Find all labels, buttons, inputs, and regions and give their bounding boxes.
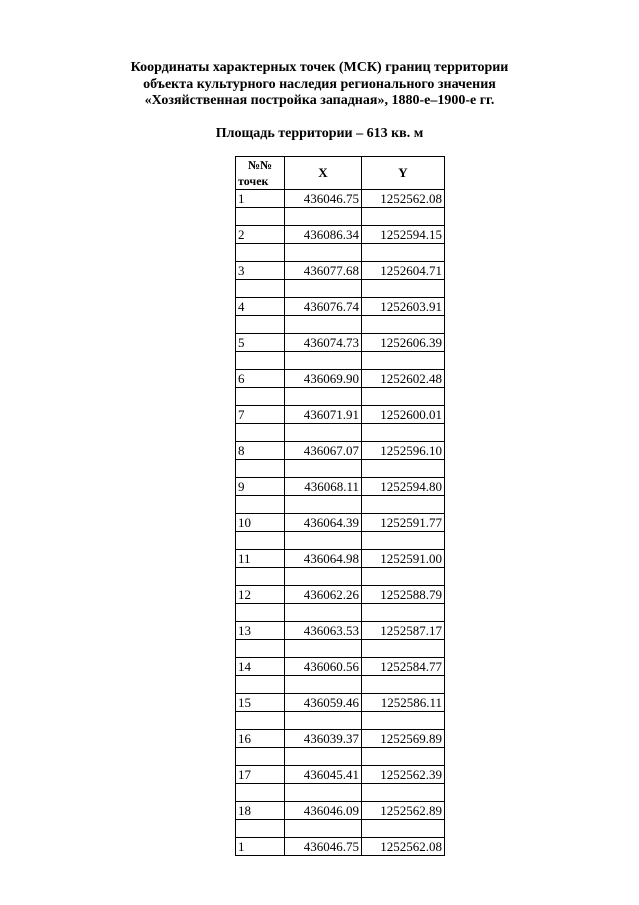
cell-point-number: 1 bbox=[236, 190, 285, 208]
table-row bbox=[236, 802, 445, 820]
table-spacer-row bbox=[236, 280, 445, 298]
table-spacer-row bbox=[236, 532, 445, 550]
empty-cell bbox=[236, 280, 285, 298]
cell-x: 436077.68 bbox=[285, 262, 362, 280]
cell-point-number: 2 bbox=[236, 226, 285, 244]
cell-point-number: 10 bbox=[236, 514, 285, 532]
table-row bbox=[236, 262, 445, 280]
table-spacer-row bbox=[236, 748, 445, 766]
empty-cell bbox=[362, 424, 445, 442]
header-x: X bbox=[285, 157, 362, 190]
cell-y: 1252591.77 bbox=[362, 514, 445, 532]
table-row bbox=[236, 586, 445, 604]
document-title bbox=[0, 60, 639, 110]
cell-x: 436063.53 bbox=[285, 622, 362, 640]
table-spacer-row bbox=[236, 820, 445, 838]
empty-cell bbox=[236, 460, 285, 478]
cell-x: 436067.07 bbox=[285, 442, 362, 460]
empty-cell bbox=[285, 568, 362, 586]
coordinates-table bbox=[235, 156, 445, 856]
table-row bbox=[236, 766, 445, 784]
empty-cell bbox=[285, 820, 362, 838]
empty-cell bbox=[285, 748, 362, 766]
cell-point-number: 5 bbox=[236, 334, 285, 352]
table-spacer-row bbox=[236, 676, 445, 694]
cell-point-number: 11 bbox=[236, 550, 285, 568]
cell-y: 1252562.08 bbox=[362, 190, 445, 208]
empty-cell bbox=[236, 424, 285, 442]
cell-x: 436059.46 bbox=[285, 694, 362, 712]
empty-cell bbox=[362, 784, 445, 802]
table-row bbox=[236, 622, 445, 640]
cell-point-number: 8 bbox=[236, 442, 285, 460]
table-spacer-row bbox=[236, 460, 445, 478]
table-row bbox=[236, 550, 445, 568]
cell-x: 436076.74 bbox=[285, 298, 362, 316]
cell-x: 436086.34 bbox=[285, 226, 362, 244]
cell-x: 436064.98 bbox=[285, 550, 362, 568]
empty-cell bbox=[362, 460, 445, 478]
cell-y: 1252569.89 bbox=[362, 730, 445, 748]
cell-point-number: 14 bbox=[236, 658, 285, 676]
empty-cell bbox=[362, 532, 445, 550]
cell-x: 436060.56 bbox=[285, 658, 362, 676]
title-line-3: «Хозяйственная постройка западная», 1880-е–1900-е гг. bbox=[144, 93, 495, 108]
cell-y: 1252584.77 bbox=[362, 658, 445, 676]
table-body bbox=[236, 190, 445, 856]
table-spacer-row bbox=[236, 208, 445, 226]
empty-cell bbox=[362, 604, 445, 622]
header-point-number-line-2: точек bbox=[238, 174, 269, 188]
cell-point-number: 6 bbox=[236, 370, 285, 388]
table-row bbox=[236, 694, 445, 712]
empty-cell bbox=[285, 532, 362, 550]
table-row bbox=[236, 298, 445, 316]
table-row bbox=[236, 370, 445, 388]
table-spacer-row bbox=[236, 496, 445, 514]
empty-cell bbox=[362, 496, 445, 514]
table-row bbox=[236, 442, 445, 460]
cell-x: 436071.91 bbox=[285, 406, 362, 424]
table-spacer-row bbox=[236, 388, 445, 406]
table-row bbox=[236, 226, 445, 244]
empty-cell bbox=[285, 712, 362, 730]
empty-cell bbox=[285, 208, 362, 226]
table-row bbox=[236, 478, 445, 496]
title-line-1: Координаты характерных точек (МСК) границ территории bbox=[130, 60, 509, 75]
cell-x: 436074.73 bbox=[285, 334, 362, 352]
empty-cell bbox=[285, 280, 362, 298]
cell-x: 436045.41 bbox=[285, 766, 362, 784]
empty-cell bbox=[236, 784, 285, 802]
cell-point-number: 3 bbox=[236, 262, 285, 280]
table-row bbox=[236, 190, 445, 208]
cell-point-number: 18 bbox=[236, 802, 285, 820]
table-spacer-row bbox=[236, 784, 445, 802]
empty-cell bbox=[285, 460, 362, 478]
empty-cell bbox=[236, 496, 285, 514]
cell-y: 1252562.89 bbox=[362, 802, 445, 820]
cell-y: 1252587.17 bbox=[362, 622, 445, 640]
cell-y: 1252596.10 bbox=[362, 442, 445, 460]
cell-point-number: 12 bbox=[236, 586, 285, 604]
cell-y: 1252604.71 bbox=[362, 262, 445, 280]
cell-point-number: 16 bbox=[236, 730, 285, 748]
table-row bbox=[236, 334, 445, 352]
cell-y: 1252600.01 bbox=[362, 406, 445, 424]
title-line-2: объекта культурного наследия регионального значения bbox=[143, 76, 496, 92]
empty-cell bbox=[236, 244, 285, 262]
cell-x: 436046.75 bbox=[285, 190, 362, 208]
empty-cell bbox=[285, 496, 362, 514]
table-spacer-row bbox=[236, 568, 445, 586]
table-row bbox=[236, 658, 445, 676]
table-row bbox=[236, 838, 445, 856]
table-header-row bbox=[236, 157, 445, 190]
empty-cell bbox=[236, 748, 285, 766]
cell-y: 1252602.48 bbox=[362, 370, 445, 388]
cell-point-number: 17 bbox=[236, 766, 285, 784]
cell-point-number: 13 bbox=[236, 622, 285, 640]
empty-cell bbox=[362, 388, 445, 406]
cell-y: 1252594.80 bbox=[362, 478, 445, 496]
cell-y: 1252562.08 bbox=[362, 838, 445, 856]
empty-cell bbox=[285, 244, 362, 262]
header-point-number-line-1: №№ bbox=[247, 158, 273, 172]
table-spacer-row bbox=[236, 604, 445, 622]
cell-y: 1252606.39 bbox=[362, 334, 445, 352]
empty-cell bbox=[362, 280, 445, 298]
empty-cell bbox=[236, 568, 285, 586]
cell-y: 1252562.39 bbox=[362, 766, 445, 784]
empty-cell bbox=[362, 712, 445, 730]
empty-cell bbox=[236, 316, 285, 334]
cell-x: 436064.39 bbox=[285, 514, 362, 532]
cell-point-number: 4 bbox=[236, 298, 285, 316]
table-row bbox=[236, 406, 445, 424]
empty-cell bbox=[362, 352, 445, 370]
area-statement: Площадь территории – 613 кв. м bbox=[215, 126, 424, 141]
empty-cell bbox=[236, 712, 285, 730]
cell-x: 436069.90 bbox=[285, 370, 362, 388]
table-spacer-row bbox=[236, 712, 445, 730]
empty-cell bbox=[285, 424, 362, 442]
empty-cell bbox=[285, 640, 362, 658]
cell-x: 436068.11 bbox=[285, 478, 362, 496]
empty-cell bbox=[236, 640, 285, 658]
cell-x: 436046.09 bbox=[285, 802, 362, 820]
empty-cell bbox=[236, 604, 285, 622]
table-spacer-row bbox=[236, 244, 445, 262]
cell-point-number: 9 bbox=[236, 478, 285, 496]
empty-cell bbox=[362, 640, 445, 658]
table-row bbox=[236, 730, 445, 748]
empty-cell bbox=[236, 820, 285, 838]
table-spacer-row bbox=[236, 352, 445, 370]
cell-point-number: 1 bbox=[236, 838, 285, 856]
empty-cell bbox=[236, 388, 285, 406]
empty-cell bbox=[236, 352, 285, 370]
cell-y: 1252594.15 bbox=[362, 226, 445, 244]
empty-cell bbox=[285, 784, 362, 802]
empty-cell bbox=[236, 532, 285, 550]
empty-cell bbox=[236, 208, 285, 226]
cell-y: 1252586.11 bbox=[362, 694, 445, 712]
empty-cell bbox=[362, 820, 445, 838]
empty-cell bbox=[362, 208, 445, 226]
cell-y: 1252591.00 bbox=[362, 550, 445, 568]
cell-x: 436039.37 bbox=[285, 730, 362, 748]
empty-cell bbox=[285, 676, 362, 694]
cell-point-number: 15 bbox=[236, 694, 285, 712]
empty-cell bbox=[362, 568, 445, 586]
empty-cell bbox=[362, 676, 445, 694]
cell-y: 1252588.79 bbox=[362, 586, 445, 604]
cell-x: 436046.75 bbox=[285, 838, 362, 856]
empty-cell bbox=[236, 676, 285, 694]
empty-cell bbox=[285, 604, 362, 622]
table-spacer-row bbox=[236, 640, 445, 658]
table-row bbox=[236, 514, 445, 532]
cell-y: 1252603.91 bbox=[362, 298, 445, 316]
empty-cell bbox=[285, 352, 362, 370]
cell-point-number: 7 bbox=[236, 406, 285, 424]
empty-cell bbox=[285, 388, 362, 406]
table-spacer-row bbox=[236, 424, 445, 442]
table-spacer-row bbox=[236, 316, 445, 334]
empty-cell bbox=[362, 244, 445, 262]
empty-cell bbox=[362, 316, 445, 334]
cell-x: 436062.26 bbox=[285, 586, 362, 604]
empty-cell bbox=[362, 748, 445, 766]
header-point-number bbox=[236, 157, 285, 190]
empty-cell bbox=[285, 316, 362, 334]
header-y: Y bbox=[362, 157, 445, 190]
